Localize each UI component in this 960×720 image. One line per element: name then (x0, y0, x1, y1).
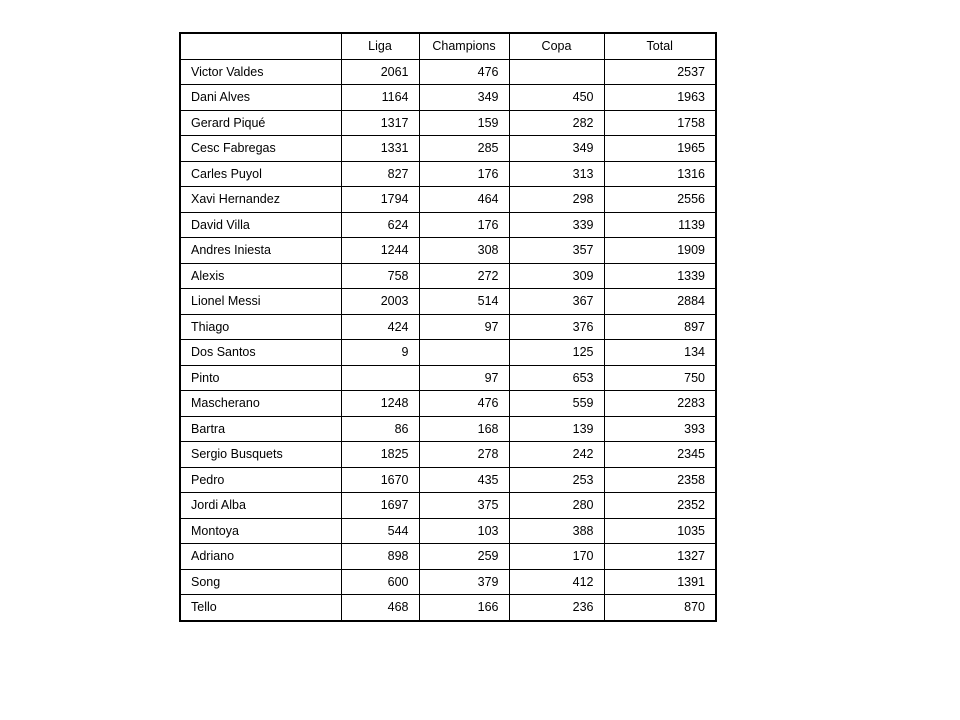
liga-cell: 9 (341, 340, 419, 366)
liga-cell: 1697 (341, 493, 419, 519)
table-row (180, 391, 716, 417)
copa-cell: 376 (509, 314, 604, 340)
champions-cell: 308 (419, 238, 509, 264)
copa-cell: 170 (509, 544, 604, 570)
liga-cell: 86 (341, 416, 419, 442)
champions-cell: 379 (419, 569, 509, 595)
player-name-cell: Dos Santos (180, 340, 341, 366)
total-cell: 2556 (604, 187, 716, 213)
liga-cell: 2003 (341, 289, 419, 315)
copa-cell: 412 (509, 569, 604, 595)
table-row (180, 569, 716, 595)
table-row (180, 416, 716, 442)
liga-cell: 898 (341, 544, 419, 570)
table-row (180, 110, 716, 136)
champions-cell: 435 (419, 467, 509, 493)
total-cell: 897 (604, 314, 716, 340)
copa-cell: 450 (509, 85, 604, 111)
liga-cell: 424 (341, 314, 419, 340)
table-row (180, 595, 716, 621)
player-name-cell: Victor Valdes (180, 59, 341, 85)
liga-cell: 827 (341, 161, 419, 187)
copa-cell: 559 (509, 391, 604, 417)
player-name-cell: Jordi Alba (180, 493, 341, 519)
copa-cell: 125 (509, 340, 604, 366)
table-row (180, 314, 716, 340)
total-cell: 870 (604, 595, 716, 621)
total-cell: 2537 (604, 59, 716, 85)
champions-cell: 176 (419, 161, 509, 187)
copa-cell: 388 (509, 518, 604, 544)
liga-cell: 758 (341, 263, 419, 289)
table-row (180, 544, 716, 570)
player-name-cell: David Villa (180, 212, 341, 238)
liga-cell (341, 365, 419, 391)
copa-cell: 367 (509, 289, 604, 315)
table-row (180, 467, 716, 493)
liga-cell: 1317 (341, 110, 419, 136)
header-cell-copa: Copa (509, 33, 604, 59)
table-row (180, 187, 716, 213)
champions-cell: 168 (419, 416, 509, 442)
header-row (180, 33, 716, 59)
champions-cell: 514 (419, 289, 509, 315)
player-name-cell: Gerard Piqué (180, 110, 341, 136)
table-row (180, 263, 716, 289)
champions-cell: 285 (419, 136, 509, 162)
header-cell-champions: Champions (419, 33, 509, 59)
copa-cell: 313 (509, 161, 604, 187)
table-row (180, 289, 716, 315)
player-name-cell: Cesc Fabregas (180, 136, 341, 162)
header-cell-player (180, 33, 341, 59)
copa-cell: 349 (509, 136, 604, 162)
player-name-cell: Carles Puyol (180, 161, 341, 187)
player-name-cell: Bartra (180, 416, 341, 442)
table-row (180, 85, 716, 111)
champions-cell: 272 (419, 263, 509, 289)
total-cell: 1339 (604, 263, 716, 289)
table-row (180, 365, 716, 391)
champions-cell: 159 (419, 110, 509, 136)
player-name-cell: Dani Alves (180, 85, 341, 111)
total-cell: 1963 (604, 85, 716, 111)
player-name-cell: Mascherano (180, 391, 341, 417)
champions-cell: 97 (419, 314, 509, 340)
total-cell: 1909 (604, 238, 716, 264)
player-name-cell: Sergio Busquets (180, 442, 341, 468)
copa-cell (509, 59, 604, 85)
copa-cell: 242 (509, 442, 604, 468)
player-name-cell: Alexis (180, 263, 341, 289)
total-cell: 393 (604, 416, 716, 442)
liga-cell: 624 (341, 212, 419, 238)
player-name-cell: Lionel Messi (180, 289, 341, 315)
liga-cell: 1331 (341, 136, 419, 162)
copa-cell: 357 (509, 238, 604, 264)
total-cell: 2345 (604, 442, 716, 468)
total-cell: 750 (604, 365, 716, 391)
champions-cell: 97 (419, 365, 509, 391)
champions-cell: 349 (419, 85, 509, 111)
player-name-cell: Pedro (180, 467, 341, 493)
player-name-cell: Tello (180, 595, 341, 621)
player-name-cell: Andres Iniesta (180, 238, 341, 264)
stats-sheet (179, 32, 715, 622)
copa-cell: 253 (509, 467, 604, 493)
copa-cell: 298 (509, 187, 604, 213)
liga-cell: 1794 (341, 187, 419, 213)
total-cell: 1316 (604, 161, 716, 187)
liga-cell: 1164 (341, 85, 419, 111)
copa-cell: 653 (509, 365, 604, 391)
copa-cell: 282 (509, 110, 604, 136)
total-cell: 1035 (604, 518, 716, 544)
liga-cell: 1670 (341, 467, 419, 493)
total-cell: 1391 (604, 569, 716, 595)
liga-cell: 1825 (341, 442, 419, 468)
copa-cell: 339 (509, 212, 604, 238)
table-row (180, 493, 716, 519)
liga-cell: 468 (341, 595, 419, 621)
champions-cell: 476 (419, 59, 509, 85)
player-name-cell: Montoya (180, 518, 341, 544)
total-cell: 2884 (604, 289, 716, 315)
table-row (180, 238, 716, 264)
minutes-table (179, 32, 717, 622)
champions-cell: 375 (419, 493, 509, 519)
table-row (180, 59, 716, 85)
copa-cell: 139 (509, 416, 604, 442)
copa-cell: 236 (509, 595, 604, 621)
champions-cell: 464 (419, 187, 509, 213)
total-cell: 2352 (604, 493, 716, 519)
player-name-cell: Adriano (180, 544, 341, 570)
champions-cell: 176 (419, 212, 509, 238)
total-cell: 2283 (604, 391, 716, 417)
copa-cell: 309 (509, 263, 604, 289)
champions-cell (419, 340, 509, 366)
liga-cell: 1244 (341, 238, 419, 264)
player-name-cell: Xavi Hernandez (180, 187, 341, 213)
liga-cell: 1248 (341, 391, 419, 417)
header-cell-liga: Liga (341, 33, 419, 59)
champions-cell: 476 (419, 391, 509, 417)
liga-cell: 2061 (341, 59, 419, 85)
champions-cell: 166 (419, 595, 509, 621)
liga-cell: 600 (341, 569, 419, 595)
player-name-cell: Pinto (180, 365, 341, 391)
table-row (180, 340, 716, 366)
player-name-cell: Thiago (180, 314, 341, 340)
table-row (180, 518, 716, 544)
player-name-cell: Song (180, 569, 341, 595)
total-cell: 2358 (604, 467, 716, 493)
total-cell: 1139 (604, 212, 716, 238)
total-cell: 1327 (604, 544, 716, 570)
total-cell: 134 (604, 340, 716, 366)
champions-cell: 259 (419, 544, 509, 570)
champions-cell: 103 (419, 518, 509, 544)
table-row (180, 442, 716, 468)
champions-cell: 278 (419, 442, 509, 468)
copa-cell: 280 (509, 493, 604, 519)
table-row (180, 212, 716, 238)
header-cell-total: Total (604, 33, 716, 59)
total-cell: 1965 (604, 136, 716, 162)
table-row (180, 161, 716, 187)
table-body (180, 59, 716, 621)
total-cell: 1758 (604, 110, 716, 136)
table-row (180, 136, 716, 162)
liga-cell: 544 (341, 518, 419, 544)
